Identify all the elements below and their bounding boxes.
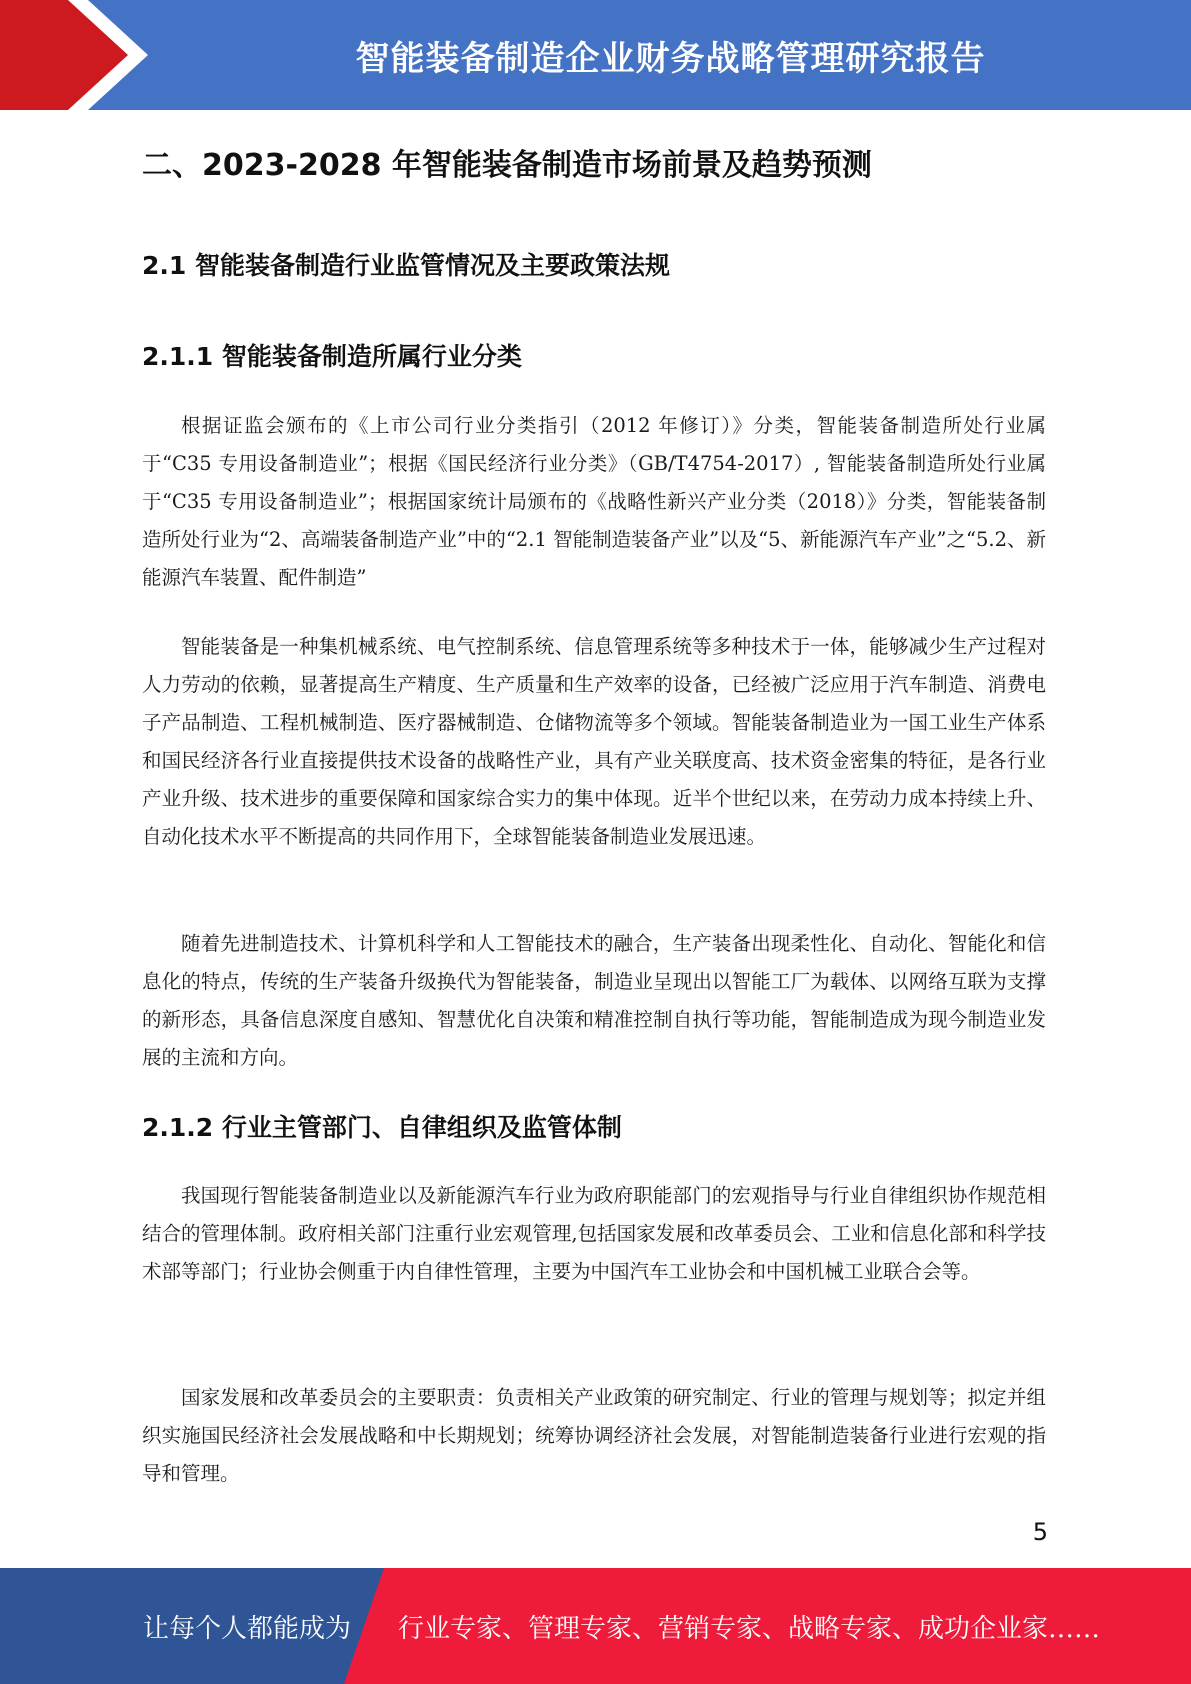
section-heading: 二、2023-2028 年智能装备制造市场前景及趋势预测 — [142, 148, 872, 183]
paragraph-industry-classification: 根据证监会颁布的《上市公司行业分类指引（2012 年修订）》分类，智能装备制造所处行业属于“C35 专用设备制造业”；根据《国民经济行业分类》（GB/T4754-2017）, 智能装备制造所处行业属于“C35 专用设备制造业”；根据国家统计局颁布的《战略性新兴产业分类（2018）》分类，智能装备制造所处行业为“2、高端装备制造产业”中的“2.1 智能制造装备产业”以及“5、新能源汽车产业”之“5.2、新能源汽车装置、配件制造” — [142, 414, 1046, 589]
paragraph-ndrc-duties: 国家发展和改革委员会的主要职责：负责相关产业政策的研究制定、行业的管理与规划等；拟定并组织实施国民经济社会发展战略和中长期规划；统筹协调经济社会发展，对智能制造装备行业进行宏观的指导和管理。 — [142, 1386, 1046, 1485]
paragraph-regulatory-system: 我国现行智能装备制造业以及新能源汽车行业为政府职能部门的宏观指导与行业自律组织协作规范相结合的管理体制。政府相关部门注重行业宏观管理,包括国家发展和改革委员会、工业和信息化部和科学技术部等部门；行业协会侧重于内自律性管理，主要为中国汽车工业协会和中国机械工业联合会等。 — [142, 1184, 1046, 1283]
paragraph-intelligent-equipment: 智能装备是一种集机械系统、电气控制系统、信息管理系统等多种技术于一体，能够减少生产过程对人力劳动的依赖，显著提高生产精度、生产质量和生产效率的设备，已经被广泛应用于汽车制造、消费电子产品制造、工程机械制造、医疗器械制造、仓储物流等多个领域。智能装备制造业为一国工业生产体系和国民经济各行业直接提供技术设备的战略性产业，具有产业关联度高、技术资金密集的特征，是各行业产业升级、技术进步的重要保障和国家综合实力的集中体现。近半个世纪以来，在劳动力成本持续上升、自动化技术水平不断提高的共同作用下，全球智能装备制造业发展迅速。 — [142, 635, 1046, 848]
report-title: 智能装备制造企业财务战略管理研究报告 — [355, 38, 986, 79]
subsection-heading-2-1-1: 2.1.1 智能装备制造所属行业分类 — [142, 342, 522, 371]
subsection-heading-2-1: 2.1 智能装备制造行业监管情况及主要政策法规 — [142, 251, 670, 280]
subsection-heading-2-1-2: 2.1.2 行业主管部门、自律组织及监管体制 — [142, 1113, 622, 1142]
paragraph-advanced-manufacturing: 随着先进制造技术、计算机科学和人工智能技术的融合，生产装备出现柔性化、自动化、智能化和信息化的特点，传统的生产装备升级换代为智能装备，制造业呈现出以智能工厂为载体、以网络互联为支撑的新形态，具备信息深度自感知、智慧优化自决策和精准控制自执行等功能，智能制造成为现今制造业发展的主流和方向。 — [142, 932, 1046, 1069]
page-footer — [0, 1568, 1191, 1684]
header-arrow-decoration — [0, 0, 170, 110]
footer-slogan-right: 行业专家、管理专家、营销专家、战略专家、成功企业家…… — [398, 1613, 1101, 1644]
page-header — [0, 0, 1191, 110]
page-number: 5 — [1032, 1518, 1048, 1546]
footer-slogan-left: 让每个人都能成为 — [143, 1613, 352, 1644]
